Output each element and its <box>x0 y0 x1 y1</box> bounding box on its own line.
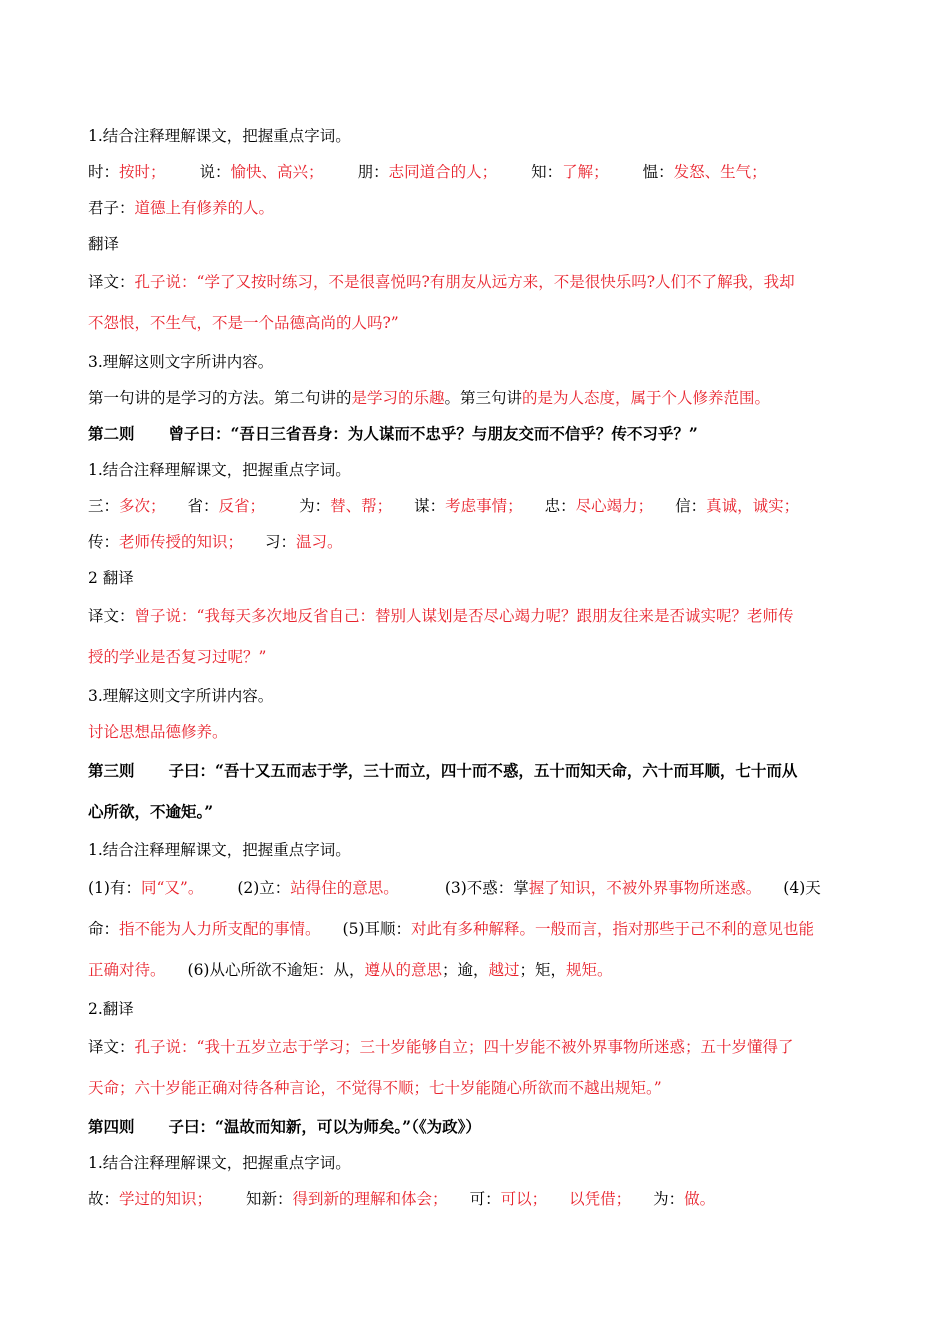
text-line <box>88 118 863 154</box>
answer-text: 替、帮； <box>330 497 393 515</box>
answer-text: 尽心竭力； <box>575 497 654 515</box>
prompt-text: 译文： <box>88 1038 135 1056</box>
answer-text: 遵从的意思 <box>364 961 442 979</box>
text-line <box>88 416 863 452</box>
text-line <box>88 1068 863 1109</box>
answer-text: 反省； <box>218 497 266 515</box>
prompt-text: (3)不惑：掌 <box>444 879 529 897</box>
prompt-text: ；逾， <box>442 961 489 979</box>
answer-text: 授的学业是否复习过呢？” <box>88 648 267 666</box>
prompt-text: 命： <box>88 920 120 938</box>
prompt-text: 子曰：“吾十又五而志于学，三十而立，四十而不惑，五十而知天命，六十而耳顺，七十而从 <box>168 761 798 780</box>
text-line <box>88 560 863 596</box>
prompt-text: 知： <box>531 163 563 181</box>
prompt-text: 1.结合注释理解课文，把握重点字词。 <box>88 1154 351 1172</box>
prompt-text: 1.结合注释理解课文，把握重点字词。 <box>88 841 351 859</box>
answer-text: 天命；六十岁能正确对待各种言论，不觉得不顺；七十岁能随心所欲而不越出规矩。” <box>88 1079 662 1097</box>
text-line <box>88 678 863 714</box>
prompt-text: 第二则 <box>88 424 135 443</box>
text-line <box>88 488 863 524</box>
answer-text: 对此有多种解释。一般而言，指对那些于己不利的意见也能 <box>411 920 815 938</box>
answer-text: 了解； <box>562 163 609 181</box>
answer-text: 学过的知识； <box>119 1190 213 1208</box>
text-line <box>88 950 863 991</box>
answer-text: 指不能为人力所支配的事情。 <box>119 920 321 938</box>
prompt-text: 译文： <box>88 273 135 291</box>
prompt-text: 时： <box>88 163 120 181</box>
prompt-text: (5)耳顺： <box>342 920 411 938</box>
text-line <box>88 524 863 560</box>
prompt-text: 翻译 <box>88 235 120 253</box>
answer-text: 的是为人态度，属于个人修养范围。 <box>522 389 771 407</box>
answer-text: 曾子说：“我每天多次地反省自己：替别人谋划是否尽心竭力呢？跟朋友往来是否诚实呢？老师传 <box>134 607 794 625</box>
answer-text: 规矩。 <box>566 961 613 979</box>
text-line <box>88 991 863 1027</box>
text-line <box>88 909 863 950</box>
answer-text: 孔子说：“我十五岁立志于学习；三十岁能够自立；四十岁能不被外界事物所迷惑；五十岁懂得了 <box>134 1038 794 1056</box>
prompt-text: 传： <box>88 533 120 551</box>
prompt-text: (1)有： <box>88 879 141 897</box>
answer-text: 越过 <box>488 961 520 979</box>
answer-text: 老师传授的知识； <box>119 533 244 551</box>
answer-text: 温习。 <box>296 533 343 551</box>
prompt-text: 第一句讲的是学习的方法。第二句讲的 <box>88 389 352 407</box>
answer-text: 愉快、高兴； <box>230 163 324 181</box>
text-line <box>88 750 863 791</box>
text-line <box>88 868 863 909</box>
text-line <box>88 1027 863 1068</box>
answer-text: 道德上有修养的人。 <box>134 199 275 217</box>
prompt-text: 谋： <box>414 497 446 515</box>
answer-text: 正确对待。 <box>88 961 166 979</box>
prompt-text: 为： <box>653 1190 685 1208</box>
answer-text: 讨论思想品德修养。 <box>88 723 228 741</box>
prompt-text: 3.理解这则文字所讲内容。 <box>88 687 274 705</box>
prompt-text: 子曰：“温故而知新，可以为师矣。”（《为政》） <box>168 1117 481 1136</box>
text-line <box>88 154 863 190</box>
answer-text: 孔子说：“学了又按时练习，不是很喜悦吗?有朋友从远方来，不是很快乐吗?人们不了解我，我却 <box>134 273 795 291</box>
text-line <box>88 344 863 380</box>
prompt-text: 曾子曰：“吾日三省吾身：为人谋而不忠乎？与朋友交而不信乎？传不习乎？” <box>168 424 698 443</box>
text-line <box>88 1145 863 1181</box>
document-page <box>88 118 863 1217</box>
prompt-text: 愠： <box>642 163 674 181</box>
prompt-text: (4)天 <box>783 879 821 897</box>
answer-text: 真诚，诚实； <box>706 497 800 515</box>
text-line <box>88 190 863 226</box>
answer-text: 是学习的乐趣 <box>351 389 445 407</box>
text-line <box>88 791 863 832</box>
answer-text: 志同道合的人； <box>388 163 498 181</box>
answer-text: 多次； <box>119 497 166 515</box>
answer-text: 按时； <box>119 163 166 181</box>
prompt-text: 可： <box>469 1190 501 1208</box>
text-line <box>88 1109 863 1145</box>
prompt-text: 省： <box>187 497 219 515</box>
prompt-text: 故： <box>88 1190 120 1208</box>
prompt-text: 信： <box>675 497 707 515</box>
prompt-text: 三： <box>88 497 120 515</box>
answer-text: 站得住的意思。 <box>290 879 399 897</box>
text-line <box>88 380 863 416</box>
prompt-text: 君子： <box>88 199 135 217</box>
answer-text: 同“又”。 <box>140 879 204 897</box>
prompt-text: 1.结合注释理解课文，把握重点字词。 <box>88 127 351 145</box>
text-line <box>88 637 863 678</box>
prompt-text: 1.结合注释理解课文，把握重点字词。 <box>88 461 351 479</box>
text-line <box>88 596 863 637</box>
prompt-text: 习： <box>265 533 297 551</box>
answer-text: 以凭借； <box>569 1190 632 1208</box>
prompt-text: 译文： <box>88 607 135 625</box>
prompt-text: 知新： <box>246 1190 293 1208</box>
prompt-text: 3.理解这则文字所讲内容。 <box>88 353 274 371</box>
prompt-text: (6)从心所欲不逾矩：从， <box>187 961 365 979</box>
prompt-text: 为： <box>299 497 331 515</box>
answer-text: 握了知识，不被外界事物所迷惑。 <box>528 879 762 897</box>
text-line <box>88 262 863 303</box>
answer-text: 可以； <box>500 1190 548 1208</box>
answer-text: 做。 <box>684 1190 716 1208</box>
text-line <box>88 832 863 868</box>
prompt-text: (2)立： <box>237 879 291 897</box>
prompt-text: 2.翻译 <box>88 1000 134 1018</box>
prompt-text: 。第三句讲 <box>444 389 523 407</box>
text-line <box>88 226 863 262</box>
answer-text: 考虑事情； <box>445 497 523 515</box>
prompt-text: 2 翻译 <box>88 569 134 587</box>
prompt-text: 第三则 <box>88 761 135 780</box>
text-line <box>88 452 863 488</box>
answer-text: 不怨恨，不生气，不是一个品德高尚的人吗?” <box>88 314 399 332</box>
text-line <box>88 1181 863 1217</box>
prompt-text: ；矩， <box>519 961 567 979</box>
answer-text: 得到新的理解和体会； <box>292 1190 448 1208</box>
answer-text: 发怒、生气； <box>673 163 767 181</box>
text-line <box>88 714 863 750</box>
prompt-text: 朋： <box>357 163 389 181</box>
prompt-text: 忠： <box>544 497 576 515</box>
prompt-text: 说： <box>199 163 231 181</box>
prompt-text: 第四则 <box>88 1117 135 1136</box>
prompt-text: 心所欲，不逾矩。” <box>88 802 214 821</box>
text-line <box>88 303 863 344</box>
